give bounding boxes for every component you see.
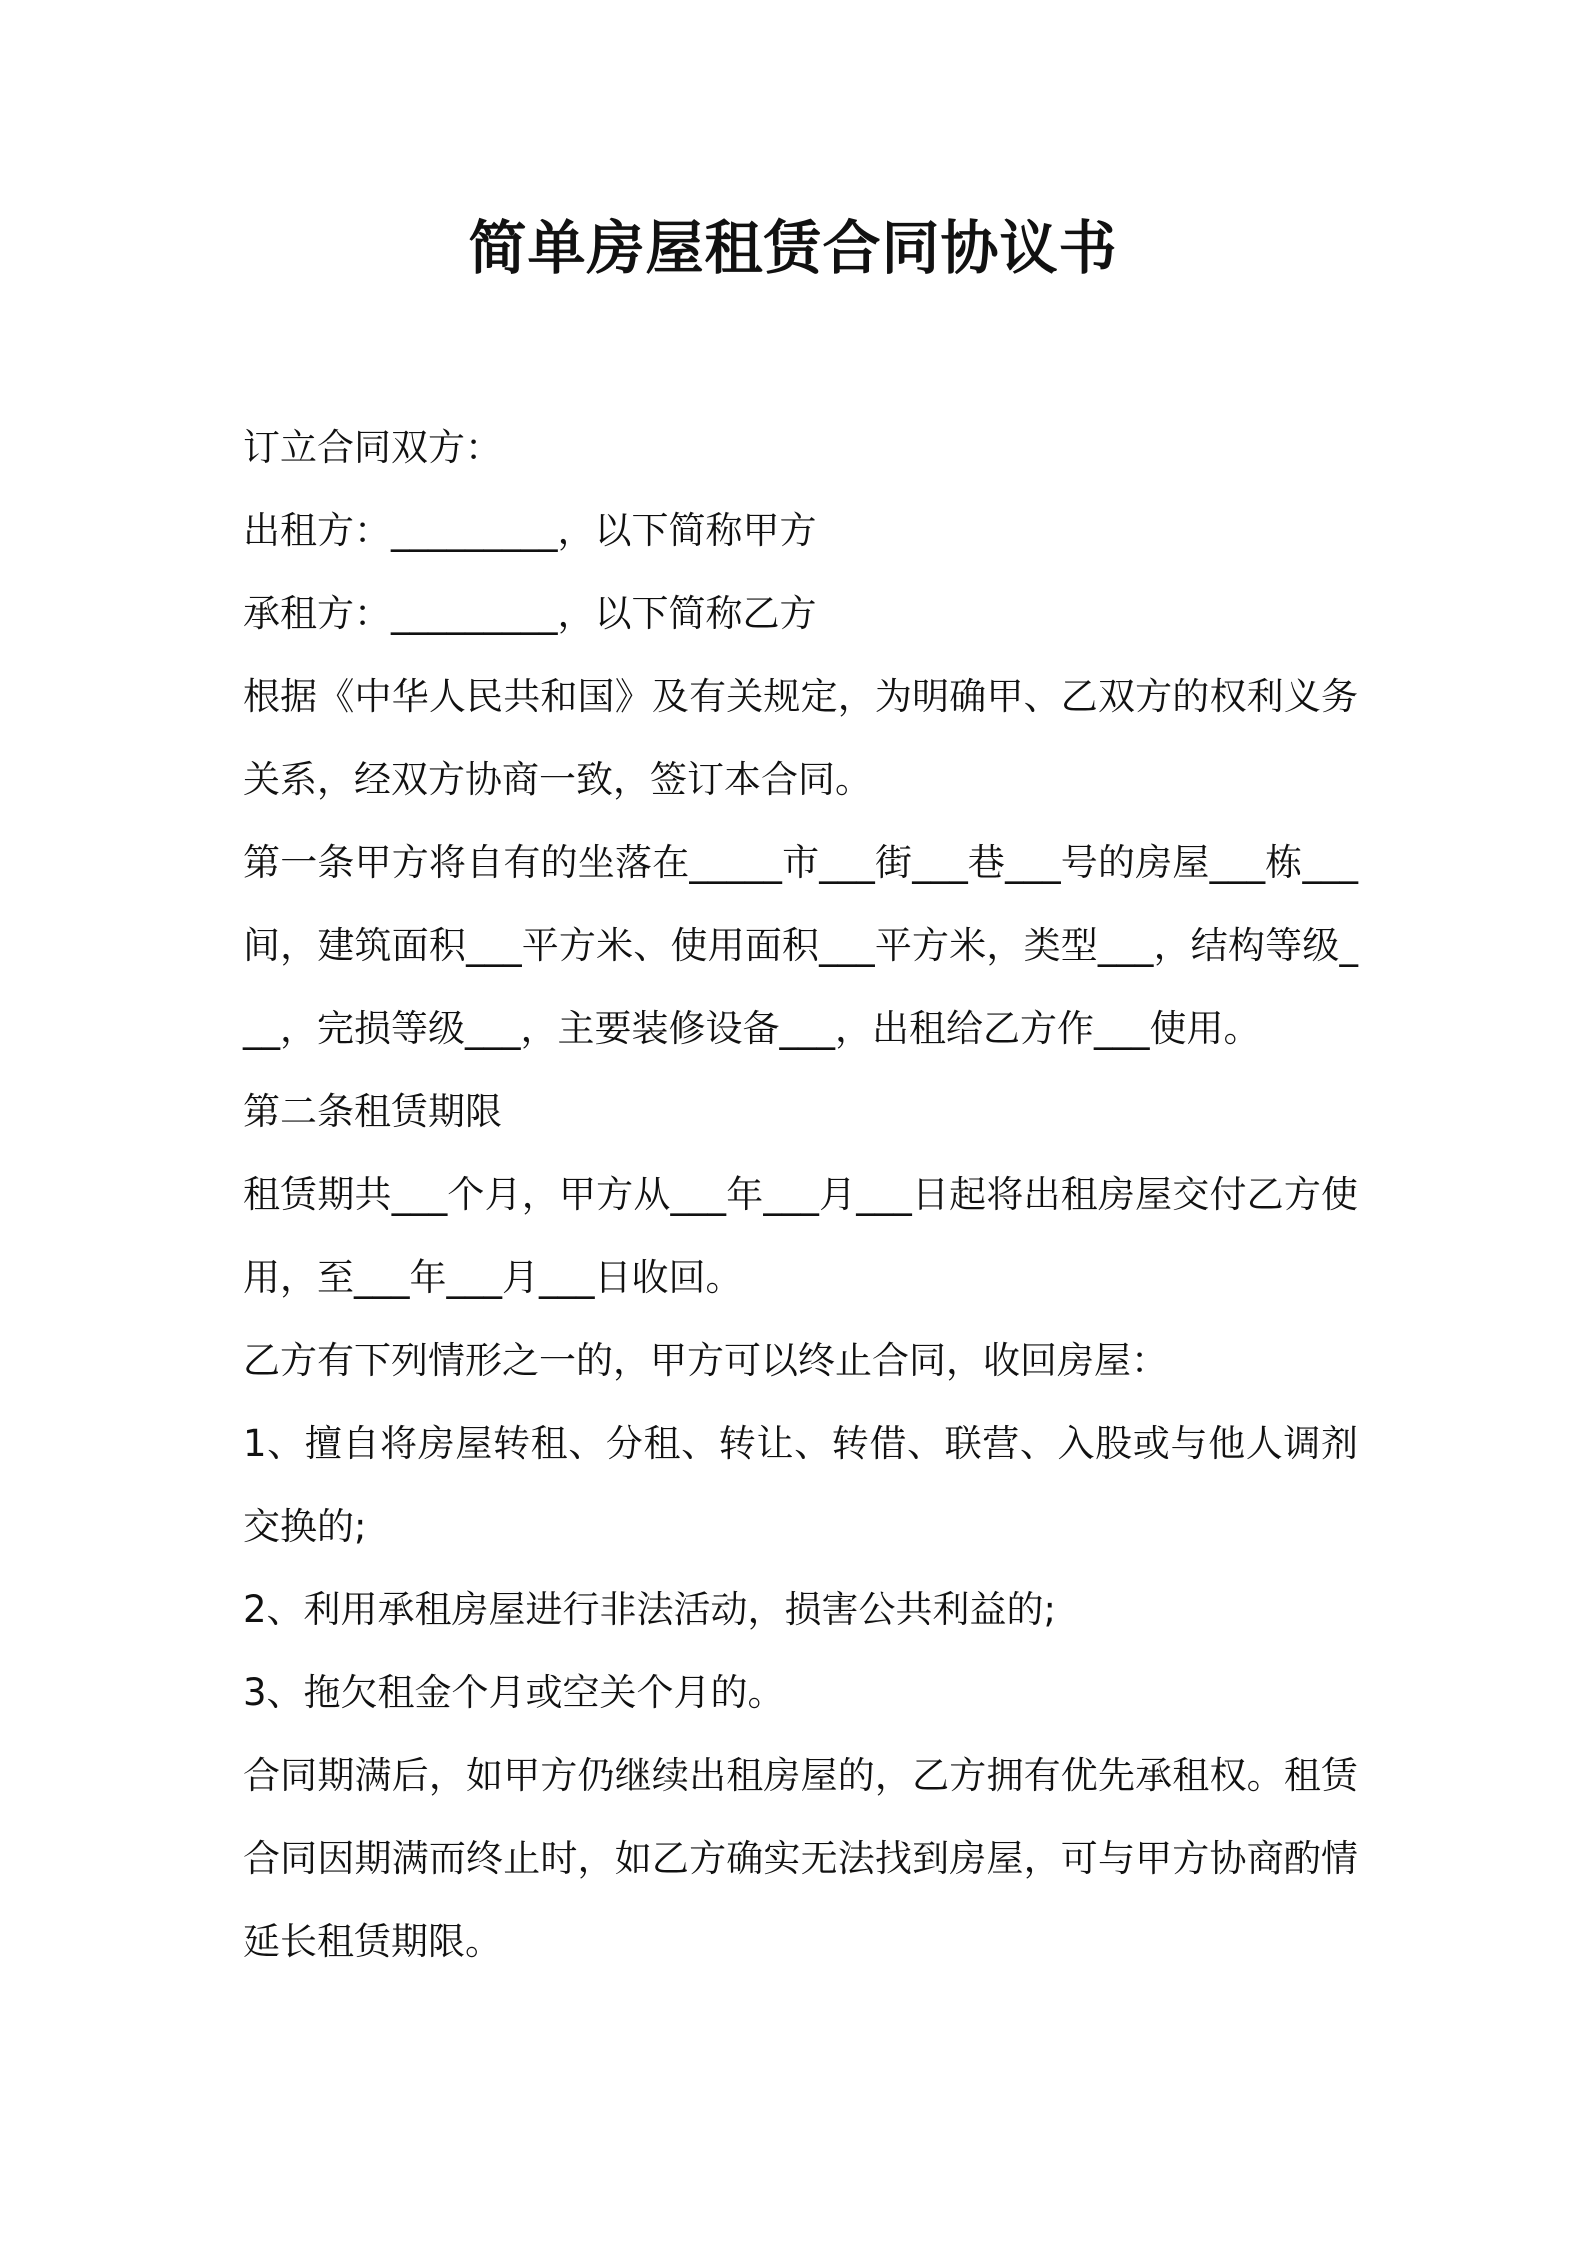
paragraph-renewal: 合同期满后，如甲方仍继续出租房屋的，乙方拥有优先承租权。租赁合同因期满而终止时，如乙方确实无法找到房屋，可与甲方协商酌情延长租赁期限。 xyxy=(243,1754,1358,1963)
paragraph-lessee: 承租方：_________，以下简称乙方 xyxy=(243,592,817,635)
paragraph-condition-1: 1、擅自将房屋转租、分租、转让、转借、联营、入股或与他人调剂交换的; xyxy=(243,1422,1358,1548)
paragraph-lessor: 出租方：_________，以下简称甲方 xyxy=(243,509,817,552)
paragraph-article-1: 第一条甲方将自有的坐落在_____市___街___巷___号的房屋___栋___间，建筑面积___平方米、使用面积___平方米，类型___，结构等级___，完损等级___，主要装修设备___，出租给乙方作___使用。 xyxy=(243,841,1358,1050)
paragraph-condition-3: 3、拖欠租金个月或空关个月的。 xyxy=(243,1671,785,1714)
paragraph-termination-conditions: 乙方有下列情形之一的，甲方可以终止合同，收回房屋： xyxy=(243,1339,1168,1382)
document-title: 简单房屋租赁合同协议书 xyxy=(468,214,1118,282)
paragraph-parties-heading: 订立合同双方： xyxy=(243,426,502,469)
paragraph-preamble: 根据《中华人民共和国》及有关规定，为明确甲、乙双方的权利义务关系，经双方协商一致，签订本合同。 xyxy=(243,675,1358,801)
paragraph-lease-term: 租赁期共___个月，甲方从___年___月___日起将出租房屋交付乙方使用，至___年___月___日收回。 xyxy=(243,1173,1358,1299)
paragraph-condition-2: 2、利用承租房屋进行非法活动，损害公共利益的; xyxy=(243,1588,1057,1631)
document-body xyxy=(243,406,1358,1983)
paragraph-article-2-heading: 第二条租赁期限 xyxy=(243,1090,502,1133)
